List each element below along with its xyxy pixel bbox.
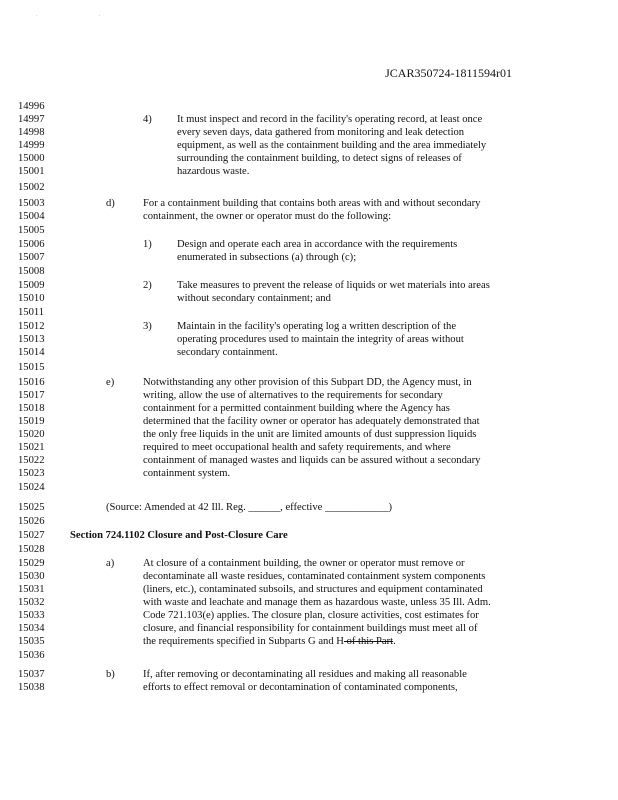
item-a-line: closure, and financial responsibility for containment buildings must meet all of: [143, 623, 478, 634]
item-a-line: with waste and leachate and manage them as hazardous waste, unless 35 Ill. Adm.: [143, 597, 491, 608]
line-number: 14997: [18, 114, 45, 125]
item-4-line: surrounding the containment building, to detect signs of releases of: [177, 153, 462, 164]
item-e-line: determined that the facility owner or operator has adequately demonstrated that: [143, 416, 480, 427]
item-d3-line: secondary containment.: [177, 347, 278, 358]
line-number: 15014: [18, 347, 45, 358]
line-number: 15019: [18, 416, 45, 427]
item-a-label: a): [106, 558, 115, 569]
line-number: 15036: [18, 650, 45, 661]
section-heading: Section 724.1102 Closure and Post-Closure Care: [70, 530, 288, 541]
line-number: 15013: [18, 334, 45, 345]
item-e-line: containment system.: [143, 468, 231, 479]
line-number: 14996: [18, 101, 45, 112]
line-number: 15037: [18, 669, 45, 680]
item-d-label: d): [106, 198, 115, 209]
line-number: 15030: [18, 571, 45, 582]
item-a-line: the requirements specified in Subparts G and H: [143, 636, 344, 647]
item-4-line: equipment, as well as the containment building and the area immediately: [177, 140, 487, 151]
line-number: 15033: [18, 610, 45, 621]
line-number: 15028: [18, 544, 45, 555]
line-number: 15008: [18, 266, 45, 277]
item-a-line: At closure of a containment building, the owner or operator must remove or: [143, 558, 465, 569]
line-number: 15007: [18, 252, 45, 263]
line-number: 15002: [18, 182, 45, 193]
item-e-line: required to meet occupational health and safety requirements, and where: [143, 442, 451, 453]
item-d2-line: without secondary containment; and: [177, 293, 331, 304]
item-e-label: e): [106, 377, 115, 388]
scan-specks: . .: [36, 12, 131, 18]
item-a-last-line: [143, 635, 396, 648]
line-number: 15009: [18, 280, 45, 291]
line-number: 15034: [18, 623, 45, 634]
item-b-label: b): [106, 669, 115, 680]
line-number: 15010: [18, 293, 45, 304]
line-number: 15032: [18, 597, 45, 608]
line-number: 15021: [18, 442, 45, 453]
line-number: 15001: [18, 166, 45, 177]
item-d3-line: Maintain in the facility's operating log a written description of the: [177, 321, 457, 332]
line-number: 15035: [18, 636, 45, 647]
item-b-line: If, after removing or decontaminating all residues and making all reasonable: [143, 669, 467, 680]
line-number: 15027: [18, 530, 45, 541]
item-a-line: (liners, etc.), contaminated subsoils, and structures and equipment contaminated: [143, 584, 483, 595]
line-number: 15016: [18, 377, 45, 388]
line-number: 15022: [18, 455, 45, 466]
line-number: 15038: [18, 682, 45, 693]
item-d3-line: operating procedures used to maintain the integrity of areas without: [177, 334, 464, 345]
item-d-line: containment, the owner or operator must do the following:: [143, 211, 392, 222]
item-d1-line: Design and operate each area in accordance with the requirements: [177, 239, 458, 250]
item-e-line: containment of managed wastes and liquids can be assured without a secondary: [143, 455, 481, 466]
line-number: 14998: [18, 127, 45, 138]
line-number: 15011: [18, 307, 45, 318]
item-4-line: hazardous waste.: [177, 166, 250, 177]
item-e-line: writing, allow the use of alternatives to the requirements for secondary: [143, 390, 443, 401]
item-4-label: 4): [143, 114, 152, 125]
item-4-line: every seven days, data gathered from monitoring and leak detection: [177, 127, 465, 138]
line-number: 15026: [18, 516, 45, 527]
item-e-line: containment for a permitted containment building where the Agency has: [143, 403, 450, 414]
line-number: 15024: [18, 482, 45, 493]
item-d1-label: 1): [143, 239, 152, 250]
line-number: 15015: [18, 362, 45, 373]
item-a-line: Code 721.103(e) applies. The closure plan, closure activities, cost estimates for: [143, 610, 479, 621]
line-number: 15012: [18, 321, 45, 332]
item-d1-line: enumerated in subsections (a) through (c);: [177, 252, 357, 263]
item-4-line: It must inspect and record in the facility's operating record, at least once: [177, 114, 483, 125]
line-number: 15005: [18, 225, 45, 236]
line-number: 15018: [18, 403, 45, 414]
item-a-line: decontaminate all waste residues, contaminated containment system components: [143, 571, 486, 582]
line-number: 15029: [18, 558, 45, 569]
struck-text: of this Part: [343, 636, 394, 647]
line-number: 15006: [18, 239, 45, 250]
line-number: 15003: [18, 198, 45, 209]
document-id: JCAR350724-1811594r01: [385, 66, 512, 80]
line-number: 15020: [18, 429, 45, 440]
line-number: 15031: [18, 584, 45, 595]
item-e-line: the only free liquids in the unit are limited amounts of dust suppression liquids: [143, 429, 477, 440]
source-note: (Source: Amended at 42 Ill. Reg. ______, effective ____________): [106, 502, 393, 513]
item-d-line: For a containment building that contains both areas with and without secondary: [143, 198, 481, 209]
item-a-period: .: [393, 636, 396, 647]
item-e-line: Notwithstanding any other provision of this Subpart DD, the Agency must, in: [143, 377, 472, 388]
line-number: 15004: [18, 211, 45, 222]
line-number: 15017: [18, 390, 45, 401]
line-number: 15025: [18, 502, 45, 513]
line-number: 14999: [18, 140, 45, 151]
line-number: 15023: [18, 468, 45, 479]
item-b-line: efforts to effect removal or decontamination of contaminated components,: [143, 682, 458, 693]
item-d2-line: Take measures to prevent the release of liquids or wet materials into areas: [177, 280, 490, 291]
line-number: 15000: [18, 153, 45, 164]
item-d3-label: 3): [143, 321, 152, 332]
item-d2-label: 2): [143, 280, 152, 291]
